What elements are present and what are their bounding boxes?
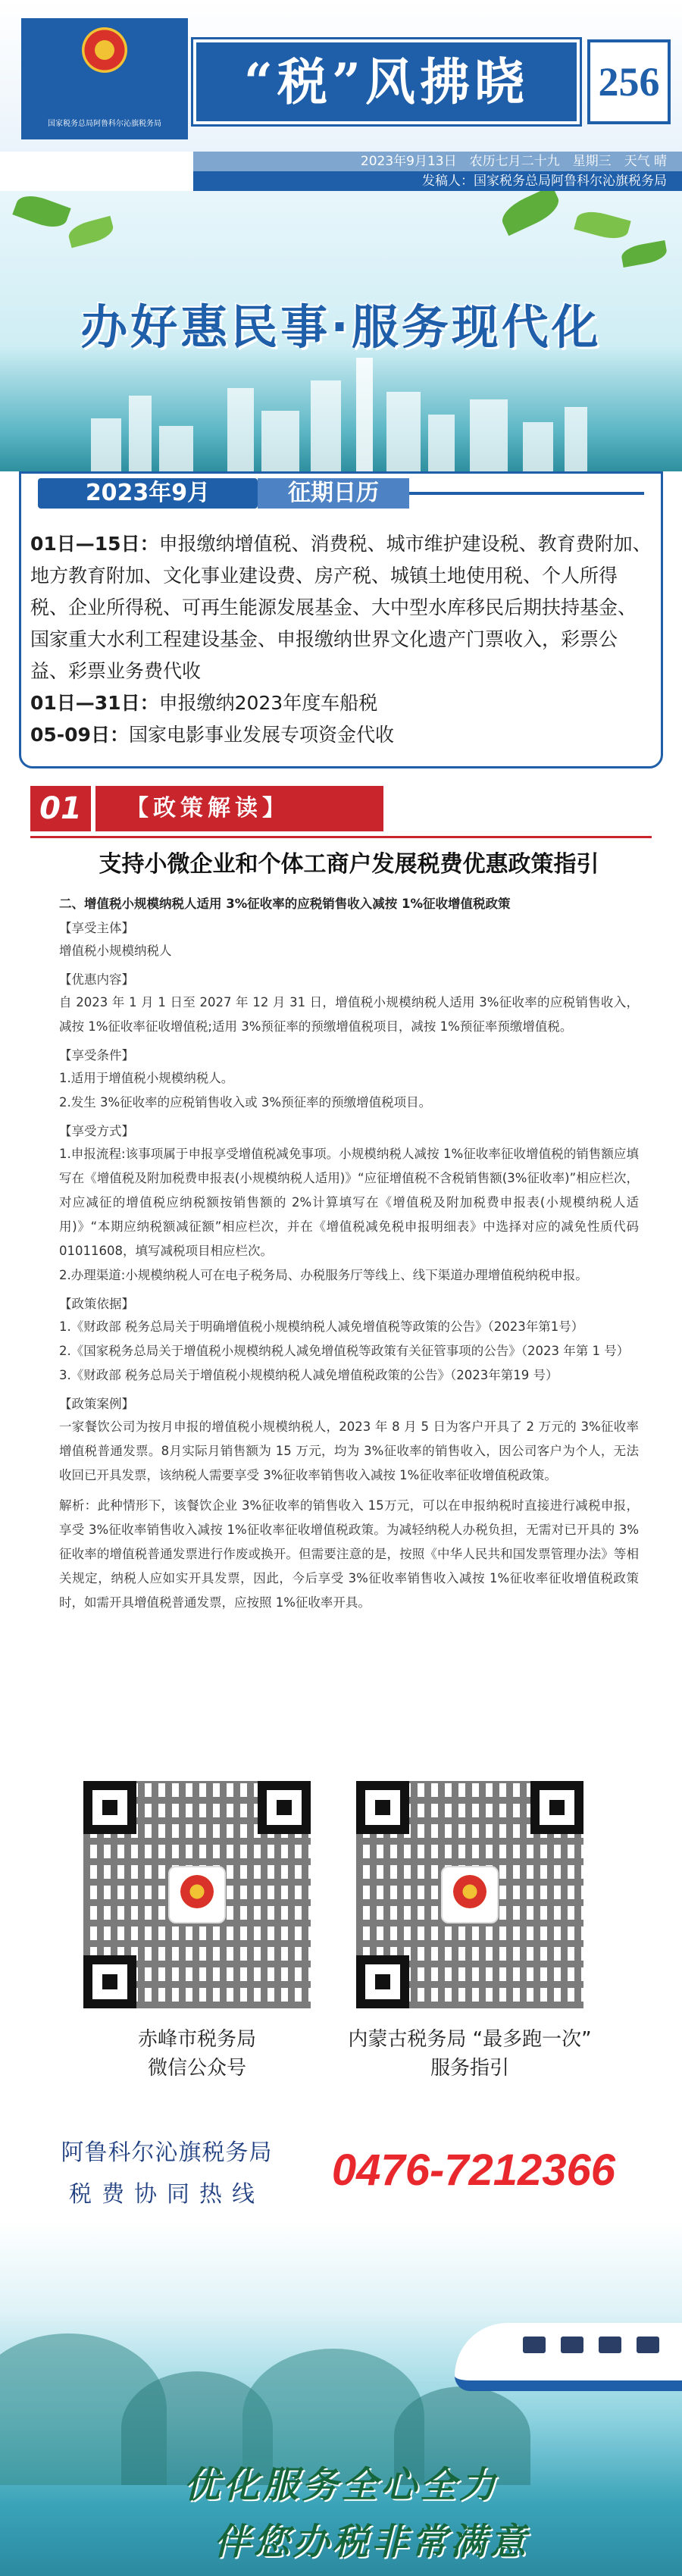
calendar-entry-text: 国家电影事业发展专项资金代收 xyxy=(128,724,394,746)
issue-box xyxy=(587,39,671,124)
building xyxy=(311,380,341,471)
paragraph-method-1: 1.申报流程:该事项属于申报享受增值税减免事项。小规模纳税人减按 1%征收率征收增值税的销售额应填写在《增值税及附加税费申报表(小规模纳税人适用)》“应征增值税不含税销售额(3%征收率)”相应栏次，对应减征的增值税应纳税额按销售额的 2%计算填写在《增值税及附加税费申报表(小规模纳税人适用)》“本期应纳税额减征额”相应栏次，并在《增值税减免税申报明细表》中选择对应的减免性质代码 01011608，填写减税项目相应栏次。 xyxy=(59,1147,639,1258)
calendar-header xyxy=(21,474,661,510)
section-rule xyxy=(30,836,652,838)
qr-caption: 赤峰市税务局 xyxy=(137,2028,256,2051)
qr-finder xyxy=(258,1781,311,1834)
tag-method: 【享受方式】 xyxy=(59,1124,134,1138)
building xyxy=(159,426,193,471)
qr-center-logo-icon xyxy=(168,1866,226,1923)
calendar-entry-text: 申报缴纳增值税、消费税、城市维护建设税、教育费附加、地方教育附加、文化事业建设费、房产税、城镇土地使用税、个人所得税、企业所得税、可再生能源发展基金、大中型水库移民后期扶持基金、国家重大水利工程建设基金、申报缴纳世界文化遗产门票收入，彩票公益、彩票业务费代收 xyxy=(30,533,652,682)
leaf-decoration xyxy=(497,191,564,236)
leaf-decoration xyxy=(620,240,668,268)
calendar-entry-dates: 05-09日： xyxy=(30,724,129,746)
paragraph-condition-2: 2.发生 3%征收率的应税销售收入或 3%预征率的预缴增值税项目。 xyxy=(59,1095,432,1110)
building xyxy=(227,388,254,471)
qr-center-logo-icon xyxy=(441,1866,499,1923)
banner-slogan: 办好惠民事·服务现代化 xyxy=(80,299,602,355)
footer-scene xyxy=(0,2221,682,2576)
building xyxy=(523,422,553,471)
section-header xyxy=(30,786,652,831)
hotline-label: 税费协同热线 xyxy=(69,2181,264,2208)
qr-card-wechat xyxy=(68,1766,326,2080)
date-line: 2023年9月13日 农历七月二十九 星期三 天气 晴 xyxy=(193,152,682,171)
calendar-entry xyxy=(30,528,652,687)
paragraph-analysis: 解析：此种情形下，该餐饮企业 3%征收率的销售收入 15万元，可以在申报纳税时直接进行减税申报，享受 3%征收率销售收入减按 1%征收率征收增值税政策。为减轻纳税人办税负担，无需对已开具的 3%征收率的增值税普通发票进行作废或换开。但需要注意的是，按照《中华人民共和国发票管理办法》等相关规定，纳税人应如实开具发票，因此，今后享受 3%征收率销售收入减按 1%征收率征收增值税政策时，如需开具增值税普通发票，应按照 1%征收率开具。 xyxy=(59,1498,639,1610)
tax-calendar xyxy=(19,471,663,768)
publisher-line: 发稿人：国家税务总局阿鲁科尔沁旗税务局 xyxy=(193,171,682,191)
paragraph-basis-3: 3.《财政部 税务总局关于增值税小规模纳税人减免增值税政策的公告》（2023年第19 号） xyxy=(59,1368,558,1382)
calendar-entry xyxy=(30,687,652,719)
article-subtitle: 二、增值税小规模纳税人适用 3%征收率的应税销售收入减按 1%征收增值税政策 xyxy=(59,897,511,911)
tag-content: 【优惠内容】 xyxy=(59,972,134,987)
national-emblem-icon xyxy=(82,27,127,73)
tag-basis: 【政策依据】 xyxy=(59,1297,134,1311)
article-title: 支持小微企业和个体工商户发展税费优惠政策指引 xyxy=(99,851,599,878)
calendar-month: 2023年9月 xyxy=(38,478,258,509)
tag-conditions: 【享受条件】 xyxy=(59,1048,134,1063)
train-window xyxy=(561,2337,583,2353)
calendar-header-rule xyxy=(409,492,644,495)
building xyxy=(386,392,421,471)
issue-number: 256 xyxy=(598,59,660,105)
footer-slogan-2: 伴您办税非常满意 xyxy=(213,2521,529,2563)
building xyxy=(91,418,121,471)
hotline-org: 阿鲁科尔沁旗税务局 xyxy=(61,2139,273,2166)
building xyxy=(129,396,152,471)
qr-caption: 服务指引 xyxy=(430,2057,509,2080)
building xyxy=(470,399,508,471)
tag-subject: 【享受主体】 xyxy=(59,921,134,935)
leaf-decoration xyxy=(66,216,115,249)
calendar-entry xyxy=(30,719,652,751)
paragraph-basis-1: 1.《财政部 税务总局关于明确增值税小规模纳税人减免增值税等政策的公告》（2023年第1号） xyxy=(59,1319,584,1334)
hotline-phone[interactable]: 0476-7212366 xyxy=(331,2146,616,2195)
paragraph-condition-1: 1.适用于增值税小规模纳税人。 xyxy=(59,1071,234,1085)
qr-finder xyxy=(530,1781,583,1834)
calendar-body xyxy=(30,528,652,751)
section-title: 【政策解读】 xyxy=(95,786,383,831)
qr-caption: 内蒙古税务局 “最多跑一次” xyxy=(348,2028,592,2051)
qr-code[interactable] xyxy=(83,1781,311,2008)
footer-slogan-1: 优化服务全心全力 xyxy=(183,2464,499,2506)
policy-article xyxy=(59,845,639,1615)
calendar-entry-dates: 01日—31日： xyxy=(30,692,159,714)
paragraph-case: 一家餐饮公司为按月申报的增值税小规模纳税人，2023 年 8 月 5 日为客户开具了 2 万元的 3%征收率增值税普通发票。8月实际月销售额为 15 万元，均为 3%征收率的销售收入，因公司客户为个人，无法收回已开具发票，该纳税人需要享受 3%征收率销售收入减按 1%征收率征收增值税政策。 xyxy=(59,1419,639,1482)
qr-caption: 微信公众号 xyxy=(147,2057,246,2080)
qr-code[interactable] xyxy=(356,1781,583,2008)
paragraph-subject: 增值税小规模纳税人 xyxy=(59,944,172,958)
paragraph-method-2: 2.办理渠道:小规模纳税人可在电子税务局、办税服务厅等线上、线下渠道办理增值税纳税申报。 xyxy=(59,1268,588,1282)
qr-finder xyxy=(83,1781,136,1834)
brand-title: “税”风拂晓 xyxy=(244,52,529,111)
masthead xyxy=(0,0,682,152)
tv-tower xyxy=(356,358,373,471)
qr-finder xyxy=(83,1955,136,2008)
logo-caption: 国家税务总局阿鲁科尔沁旗税务局 xyxy=(48,120,161,128)
building xyxy=(261,411,299,471)
calendar-label: 征期日历 xyxy=(258,478,409,509)
train-window xyxy=(637,2337,659,2353)
qr-finder xyxy=(356,1955,409,2008)
brand-title-box xyxy=(193,39,580,124)
paragraph-content: 自 2023 年 1 月 1 日至 2027 年 12 月 31 日，增值税小规模纳税人适用 3%征收率的应税销售收入，减按 1%征收率征收增值税;适用 3%预征率的预缴增值税项目，减按 1%预征率预缴增值税。 xyxy=(59,995,639,1034)
paragraph-basis-2: 2.《国家税务总局关于增值税小规模纳税人减免增值税等政策有关征管事项的公告》（2023 年第 1 号） xyxy=(59,1344,630,1358)
train-window xyxy=(599,2337,621,2353)
leaf-decoration xyxy=(574,207,630,243)
section-number: 01 xyxy=(30,786,91,831)
qr-finder xyxy=(356,1781,409,1834)
calendar-entry-text: 申报缴纳2023年度车船税 xyxy=(158,692,378,714)
train-window xyxy=(523,2337,546,2353)
leaf-decoration xyxy=(12,191,70,233)
building xyxy=(565,407,587,471)
city-skyline xyxy=(0,358,682,471)
tax-bureau-logo xyxy=(21,18,188,139)
building xyxy=(428,415,455,471)
calendar-entry-dates: 01日—15日： xyxy=(30,533,159,555)
hero-banner xyxy=(0,191,682,471)
tag-case: 【政策案例】 xyxy=(59,1397,134,1411)
high-speed-train xyxy=(455,2323,682,2391)
qr-card-service-guide xyxy=(341,1766,599,2080)
